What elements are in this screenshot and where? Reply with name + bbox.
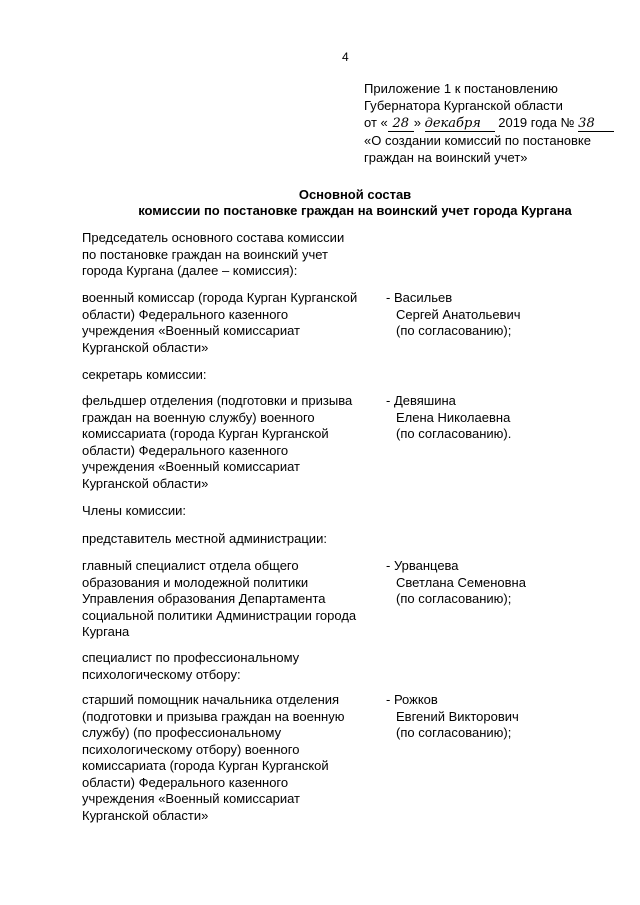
text-line: фельдшер отделения (подготовки и призыва xyxy=(82,393,353,408)
chairman-name xyxy=(386,290,520,340)
text-line: Члены комиссии: xyxy=(82,503,187,518)
secretary-position xyxy=(82,393,352,492)
text-line: Елена Николаевна xyxy=(396,409,511,425)
appendix-from: от « xyxy=(364,115,388,130)
local-admin-name xyxy=(386,558,526,608)
local-admin-position xyxy=(82,558,356,641)
text-line: Евгений Викторович xyxy=(396,708,519,724)
text-line: по постановке граждан на воинский учет xyxy=(82,246,328,262)
text-line: - Рожков xyxy=(386,692,438,707)
psych-label xyxy=(82,650,299,683)
text-line: психологическому отбору: xyxy=(82,666,241,682)
document-title xyxy=(80,187,630,219)
text-line: Управления образования Департамента xyxy=(82,591,326,606)
chairman-position xyxy=(82,290,357,356)
text-line: - Васильев xyxy=(386,290,453,305)
text-line: службу) (по профессиональному xyxy=(82,725,282,740)
text-line: Курганской области» xyxy=(82,475,209,491)
text-line: старший помощник начальника отделения xyxy=(82,692,340,707)
text-line: учреждения «Военный комиссариат xyxy=(82,459,301,474)
text-line: секретарь комиссии: xyxy=(82,367,207,382)
secretary-label xyxy=(82,367,207,384)
appendix-line-3 xyxy=(364,114,634,132)
text-line: комиссариата (города Курган Курганской xyxy=(82,758,329,773)
title-line-2: комиссии по постановке граждан на воинский учет города Кургана xyxy=(138,203,572,218)
appendix-line-2: Губернатора Курганской области xyxy=(364,98,563,113)
text-line: учреждения «Военный комиссариат xyxy=(82,323,301,338)
members-label xyxy=(82,503,186,520)
text-line: комиссариата (города Курган Курганской xyxy=(82,426,329,441)
text-line: области) Федерального казенного xyxy=(82,442,289,458)
text-line: военный комиссар (города Курган Курганской xyxy=(82,290,358,305)
page-number: 4 xyxy=(342,50,349,64)
appendix-line-4: «О создании комиссий по постановке xyxy=(364,133,591,148)
psych-name xyxy=(386,692,519,742)
text-line: (по согласованию); xyxy=(396,323,512,338)
text-line: главный специалист отдела общего xyxy=(82,558,299,573)
text-line: Председатель основного состава комиссии xyxy=(82,230,345,245)
text-line: города Кургана (далее – комиссия): xyxy=(82,263,298,278)
text-line: Кургана xyxy=(82,624,130,639)
handwritten-number: 38 xyxy=(578,117,614,132)
text-line: Сергей Анатольевич xyxy=(396,306,521,322)
text-line: социальной политики Администрации города xyxy=(82,607,357,623)
appendix-line-1: Приложение 1 к постановлению xyxy=(364,81,558,96)
text-line: области) Федерального казенного xyxy=(82,774,289,790)
appendix-header xyxy=(364,80,634,166)
text-line: (по согласованию). xyxy=(396,426,512,441)
text-line: учреждения «Военный комиссариат xyxy=(82,791,301,806)
text-line: Курганской области» xyxy=(82,339,209,355)
text-line: - Девяшина xyxy=(386,393,456,408)
text-line: (подготовки и призыва граждан на военную xyxy=(82,708,345,724)
handwritten-month: декабря xyxy=(425,117,495,132)
text-line: Курганской области» xyxy=(82,807,209,823)
text-line: граждан на военную службу) военного xyxy=(82,409,315,425)
text-line: специалист по профессиональному xyxy=(82,650,300,665)
text-line: образования и молодежной политики xyxy=(82,574,309,590)
text-line: Светлана Семеновна xyxy=(396,574,526,590)
chairman-label xyxy=(82,230,344,280)
appendix-year: 2019 года № xyxy=(498,115,575,130)
text-line: области) Федерального казенного xyxy=(82,306,289,322)
text-line: - Урванцева xyxy=(386,558,459,573)
text-line: психологическому отбору) военного xyxy=(82,741,300,757)
title-line-1: Основной состав xyxy=(298,187,412,202)
appendix-line-5: граждан на воинский учет» xyxy=(364,150,528,165)
text-line: (по согласованию); xyxy=(396,725,512,740)
appendix-quote-close: » xyxy=(413,115,421,130)
local-admin-label xyxy=(82,531,327,548)
text-line: (по согласованию); xyxy=(396,591,512,606)
psych-position xyxy=(82,692,344,824)
secretary-name xyxy=(386,393,511,443)
handwritten-day: 28 xyxy=(388,117,414,132)
text-line: представитель местной администрации: xyxy=(82,531,327,546)
